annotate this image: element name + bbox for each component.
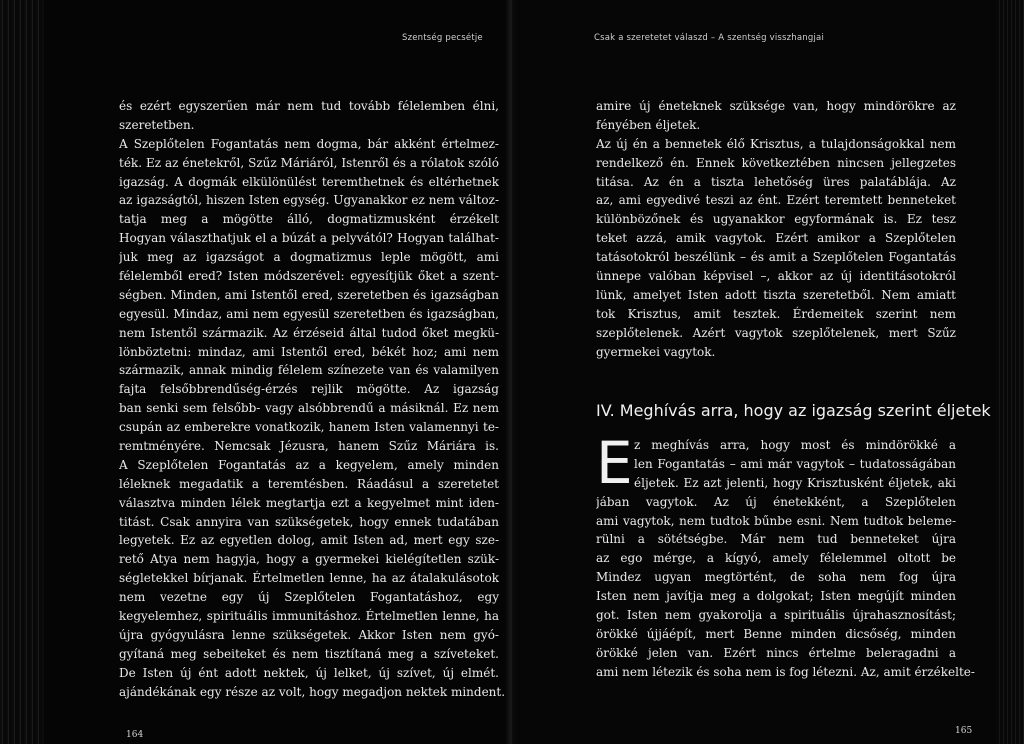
- page-number-right: 165: [955, 726, 973, 736]
- right-body-text: [596, 97, 956, 361]
- page-number-left: 164: [126, 730, 144, 740]
- text-line: z meghívás arra, hogy most és mindörökké a: [634, 438, 956, 452]
- running-head-right: Csak a szeretetet válaszd – A szentség visszhangjai: [594, 33, 825, 43]
- text-line: ajándékának egy része az volt, hogy megadjon nektek mindent.: [119, 684, 506, 699]
- text-line: titása. Az én a tiszta lehetőség üres palatáblája. Az: [596, 174, 956, 189]
- text-line: Isten nem javítja meg a dolgokat; Isten megújít minden: [596, 589, 956, 604]
- text-line: szeplőtelenek. Azért vagytok szeplőtelenek, mert Szűz: [596, 325, 956, 340]
- text-line: juk meg az igazságot a dogmatizmus leple mögött, ami: [119, 250, 499, 265]
- text-line: származik, annak mindig félelem színezete van és valamilyen: [119, 363, 499, 378]
- text-line: A Szeplőtelen Fogantatás az a kegyelem, amely minden: [119, 457, 499, 472]
- text-line: az igazságtól, hiszen Isten egység. Ugyanakkor ez nem változ-: [119, 193, 499, 208]
- text-line: örökké újjáépít, mert Benne minden dicsőség, minden: [596, 626, 956, 641]
- text-line: fényében éljetek.: [596, 117, 701, 132]
- text-line: egyesül. Mindaz, ami nem egyesül szeretetben és igazságban,: [119, 306, 499, 321]
- text-line: léleknek megadatik a teremtésben. Ráadásul a szeretetet: [119, 476, 499, 491]
- text-line: szeretetben.: [119, 117, 195, 132]
- text-line: nem Istentől származik. Az érzéseid által tudod őket megkü-: [119, 325, 499, 340]
- text-line: tatásotokról beszélünk – és amit a Szeplőtelen Fogantatás: [596, 250, 956, 265]
- text-line: az ego mérge, a kígyó, amely félelemmel oltott be: [596, 551, 956, 566]
- text-line: ban senki sem felsőbb- vagy alsóbbrendű a másiknál. Ez nem: [119, 401, 499, 416]
- text-line: jában vagytok. Az új énetekként, a Szeplőtelen: [596, 494, 956, 509]
- chapter-title: IV. Meghívás arra, hogy az igazság szerint éljetek: [596, 401, 991, 420]
- chapter-body-text: [596, 429, 975, 682]
- text-line: fajta felsőbbrendűség-érzés rejlik mögötte. Az igazság: [119, 382, 499, 397]
- text-line: újra gyógyulásra lenne szükségetek. Akkor Isten nem gyó-: [119, 627, 499, 642]
- text-line: amire új éneteknek szüksége van, hogy mindörökre az: [596, 99, 956, 113]
- text-line: teket azzá, amik vagytok. Ezért amikor a Szeplőtelen: [596, 231, 956, 246]
- text-line: tatja meg a mögötte álló, dogmatizmusként érzékelt: [119, 212, 499, 227]
- drop-cap: E: [596, 429, 633, 497]
- text-line: ségben. Minden, ami Istentől ered, szeretetben és igazságban: [119, 287, 499, 302]
- text-line: félelemből ered? Isten módszerével: egyesítjük őket a szent-: [119, 269, 499, 284]
- text-line: Hogyan választhatjuk el a búzát a pelyvától? Hogyan találhat-: [119, 231, 499, 246]
- text-line: rendelkező én. Ennek következtében nincsen jellegzetes: [596, 155, 956, 170]
- text-line: tok Krisztus, amit tesztek. Érdemeitek szerint nem: [596, 306, 956, 321]
- text-line: rető Atya nem hagyja, hogy a gyermekei kielégítetlen szük-: [119, 552, 499, 567]
- text-line: remtményére. Nemcsak Jézusra, hanem Szűz Máriára is.: [119, 439, 499, 454]
- text-line: got. Isten nem gyakorolja a spirituális újrahasznosítást;: [596, 608, 956, 623]
- right-page-edges: [996, 0, 1024, 744]
- text-line: kegyelemhez, spirituális immunitáshoz. Értelmetlen lenne, ha: [119, 609, 499, 624]
- text-line: lünk, amelyet Isten adott tiszta szeretetből. Nem amiatt: [596, 287, 956, 302]
- text-line: választva minden lélek megtartja ezt a kegyelmet mint iden-: [119, 495, 499, 510]
- running-head-left: Szentség pecsétje: [402, 33, 483, 43]
- left-body-text: [119, 97, 506, 702]
- text-line: De Isten új ént adott nektek, új lelket, új szívet, új elmét.: [119, 665, 499, 680]
- text-line: ami nem létezik és soha nem is fog létezni. Az, amit érzékelte-: [596, 664, 975, 679]
- text-line: gyermekei vagytok.: [596, 344, 716, 359]
- text-line: legyetek. Ez az egyetlen dolog, amit Isten ad, mert egy sze-: [119, 533, 499, 548]
- text-line: különbözőnek és ugyanakkor egyformának is. Ez tesz: [596, 212, 956, 227]
- text-line: rülni a sötétségbe. Már nem tud benneteket újra: [596, 532, 956, 547]
- text-line: ték. Ez az énetekről, Szűz Máriáról, Istenről és a rólatok szóló: [119, 155, 499, 170]
- text-line: csupán az emberekre vonatkozik, hanem Isten valamennyi te-: [119, 420, 499, 435]
- text-line: A Szeplőtelen Fogantatás nem dogma, bár akként értelmez-: [119, 136, 499, 151]
- text-line: titást. Csak annyira van szükségetek, hogy ennek tudatában: [119, 514, 499, 529]
- text-line: éljetek. Ez azt jelenti, hogy Krisztusként éljetek, aki: [634, 475, 956, 490]
- text-line: len Fogantatás – ami már vagytok – tudatosságában: [634, 456, 956, 471]
- text-line: gyítaná meg sebeiteket és nem tisztítaná meg a szíveteket.: [119, 646, 499, 661]
- text-line: ünnepe valóban képvisel –, akkor az új identitásotokról: [596, 269, 956, 284]
- text-line: lönböztetni: mindaz, ami Istentől ered, békét hoz; ami nem: [119, 344, 499, 359]
- text-line: Az új én a bennetek élő Krisztus, a tulajdonságokkal nem: [596, 136, 956, 151]
- text-line: és ezért egyszerűen már nem tud tovább félelemben élni,: [119, 99, 499, 113]
- left-page-edges: [0, 0, 44, 744]
- text-line: nem vezetne egy új Szeplőtelen Fogantatáshoz, egy: [119, 590, 499, 605]
- book-gutter: [505, 0, 519, 744]
- text-line: Mindez ugyan megtörtént, de soha nem fog újra: [596, 570, 956, 585]
- text-line: az, ami egyedivé teszi az ént. Ezért teremtett benneteket: [596, 193, 956, 208]
- text-line: ségletekkel bírjanak. Értelmetlen lenne, ha az átalakulásotok: [119, 571, 499, 586]
- text-line: ami vagytok, nem tudtok bűnbe esni. Nem tudtok beleme-: [596, 513, 956, 528]
- text-line: örökké jelen van. Ezért nincs értelme beleragadni a: [596, 645, 956, 660]
- text-line: igazság. A dogmák elkülönülést teremthetnek és eltérhetnek: [119, 174, 499, 189]
